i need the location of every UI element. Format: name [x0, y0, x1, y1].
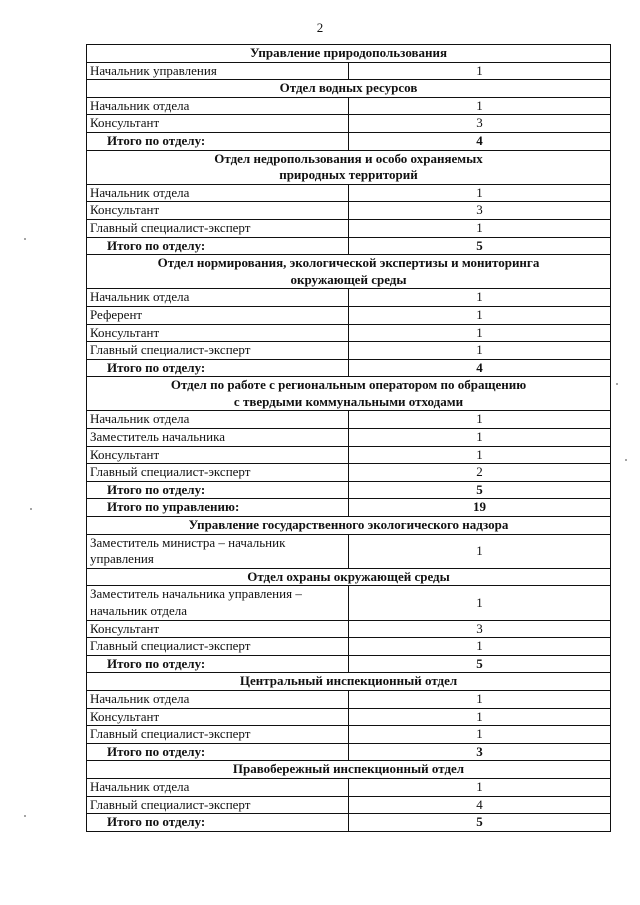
- total-label: Итого по отделу:: [87, 132, 349, 150]
- scan-speck: [616, 383, 618, 385]
- section-title: Отдел охраны окружающей среды: [87, 568, 611, 586]
- position-title: Консультант: [87, 115, 349, 133]
- table-row: [87, 586, 611, 620]
- position-count: 1: [349, 429, 611, 447]
- total-count: 5: [349, 237, 611, 255]
- position-title: Начальник отдела: [87, 690, 349, 708]
- section-title: Центральный инспекционный отдел: [87, 673, 611, 691]
- table-row: [87, 289, 611, 307]
- section-title: [87, 255, 611, 289]
- table-row: [87, 620, 611, 638]
- total-label: Итого по отделу:: [87, 814, 349, 832]
- total-count: 4: [349, 132, 611, 150]
- section-title: [87, 150, 611, 184]
- table-row: [87, 429, 611, 447]
- total-row: [87, 499, 611, 517]
- position-count: 1: [349, 411, 611, 429]
- section-header-row: [87, 517, 611, 535]
- position-count: 1: [349, 289, 611, 307]
- position-title: Главный специалист-эксперт: [87, 464, 349, 482]
- section-header-row: [87, 673, 611, 691]
- position-count: 1: [349, 586, 611, 620]
- position-title: Консультант: [87, 324, 349, 342]
- position-title: Заместитель начальника управления – начальник отдела: [87, 586, 349, 620]
- section-title: Отдел водных ресурсов: [87, 80, 611, 98]
- section-header-row: [87, 80, 611, 98]
- total-row: [87, 237, 611, 255]
- section-title-line: Отдел нормирования, экологической экспертизы и мониторинга: [157, 255, 540, 271]
- section-header-row: [87, 150, 611, 184]
- section-title: Правобережный инспекционный отдел: [87, 761, 611, 779]
- total-row: [87, 743, 611, 761]
- staffing-table-body: [87, 45, 611, 832]
- position-title: Главный специалист-эксперт: [87, 796, 349, 814]
- section-header-row: [87, 255, 611, 289]
- position-title: Главный специалист-эксперт: [87, 342, 349, 360]
- scan-speck: [625, 459, 627, 461]
- total-count: 5: [349, 481, 611, 499]
- position-title: Начальник отдела: [87, 411, 349, 429]
- scan-speck: [24, 815, 26, 817]
- position-count: 1: [349, 324, 611, 342]
- total-label: Итого по отделу:: [87, 743, 349, 761]
- total-count: 5: [349, 814, 611, 832]
- total-row: [87, 481, 611, 499]
- section-title-line: с твердыми коммунальными отходами: [233, 393, 464, 409]
- total-label: Итого по отделу:: [87, 481, 349, 499]
- table-row: [87, 202, 611, 220]
- position-title: Консультант: [87, 708, 349, 726]
- table-row: [87, 184, 611, 202]
- total-row: [87, 655, 611, 673]
- position-count: 1: [349, 306, 611, 324]
- position-title: Начальник отдела: [87, 184, 349, 202]
- table-row: [87, 778, 611, 796]
- table-row: [87, 97, 611, 115]
- table-row: [87, 690, 611, 708]
- table-row: [87, 708, 611, 726]
- position-count: 3: [349, 202, 611, 220]
- table-row: [87, 324, 611, 342]
- position-title: Заместитель министра – начальник управления: [87, 534, 349, 568]
- table-row: [87, 342, 611, 360]
- position-title: Референт: [87, 306, 349, 324]
- position-title: Главный специалист-эксперт: [87, 219, 349, 237]
- total-count: 4: [349, 359, 611, 377]
- position-title: Начальник отдела: [87, 97, 349, 115]
- position-count: 1: [349, 690, 611, 708]
- position-count: 1: [349, 184, 611, 202]
- section-title-line: Отдел недропользования и особо охраняемых: [214, 150, 483, 166]
- staffing-table: [86, 44, 611, 832]
- scan-speck: [24, 238, 26, 240]
- position-count: 3: [349, 620, 611, 638]
- position-count: 1: [349, 446, 611, 464]
- table-row: [87, 62, 611, 80]
- position-count: 1: [349, 534, 611, 568]
- table-row: [87, 219, 611, 237]
- section-header-row: [87, 761, 611, 779]
- total-label: Итого по отделу:: [87, 359, 349, 377]
- position-count: 2: [349, 464, 611, 482]
- total-row: [87, 359, 611, 377]
- table-row: [87, 306, 611, 324]
- section-title: [87, 377, 611, 411]
- total-count: 5: [349, 655, 611, 673]
- position-title: Главный специалист-эксперт: [87, 638, 349, 656]
- position-count: 3: [349, 115, 611, 133]
- total-count: 19: [349, 499, 611, 517]
- position-count: 1: [349, 726, 611, 744]
- table-row: [87, 726, 611, 744]
- position-title: Консультант: [87, 446, 349, 464]
- position-count: 1: [349, 638, 611, 656]
- position-count: 1: [349, 708, 611, 726]
- table-row: [87, 411, 611, 429]
- section-header-row: [87, 45, 611, 63]
- position-count: 1: [349, 97, 611, 115]
- position-title: Начальник отдела: [87, 778, 349, 796]
- section-title-line: окружающей среды: [290, 271, 407, 287]
- section-header-row: [87, 377, 611, 411]
- total-count: 3: [349, 743, 611, 761]
- total-label: Итого по отделу:: [87, 237, 349, 255]
- table-row: [87, 534, 611, 568]
- table-row: [87, 115, 611, 133]
- position-title: Начальник управления: [87, 62, 349, 80]
- position-title: Главный специалист-эксперт: [87, 726, 349, 744]
- total-row: [87, 814, 611, 832]
- total-row: [87, 132, 611, 150]
- table-row: [87, 638, 611, 656]
- position-title: Начальник отдела: [87, 289, 349, 307]
- scan-speck: [30, 508, 32, 510]
- section-title: Управление природопользования: [87, 45, 611, 63]
- position-count: 1: [349, 342, 611, 360]
- section-title-line: Отдел по работе с региональным оператором по обращению: [170, 377, 527, 393]
- position-title: Заместитель начальника: [87, 429, 349, 447]
- position-title: Консультант: [87, 202, 349, 220]
- table-row: [87, 796, 611, 814]
- position-title: Консультант: [87, 620, 349, 638]
- total-label: Итого по управлению:: [87, 499, 349, 517]
- position-count: 1: [349, 778, 611, 796]
- table-row: [87, 446, 611, 464]
- section-header-row: [87, 568, 611, 586]
- page-number: 2: [316, 20, 324, 35]
- position-count: 4: [349, 796, 611, 814]
- section-title: Управление государственного экологического надзора: [87, 517, 611, 535]
- position-count: 1: [349, 62, 611, 80]
- section-title-line: природных территорий: [279, 167, 418, 183]
- position-count: 1: [349, 219, 611, 237]
- table-row: [87, 464, 611, 482]
- total-label: Итого по отделу:: [87, 655, 349, 673]
